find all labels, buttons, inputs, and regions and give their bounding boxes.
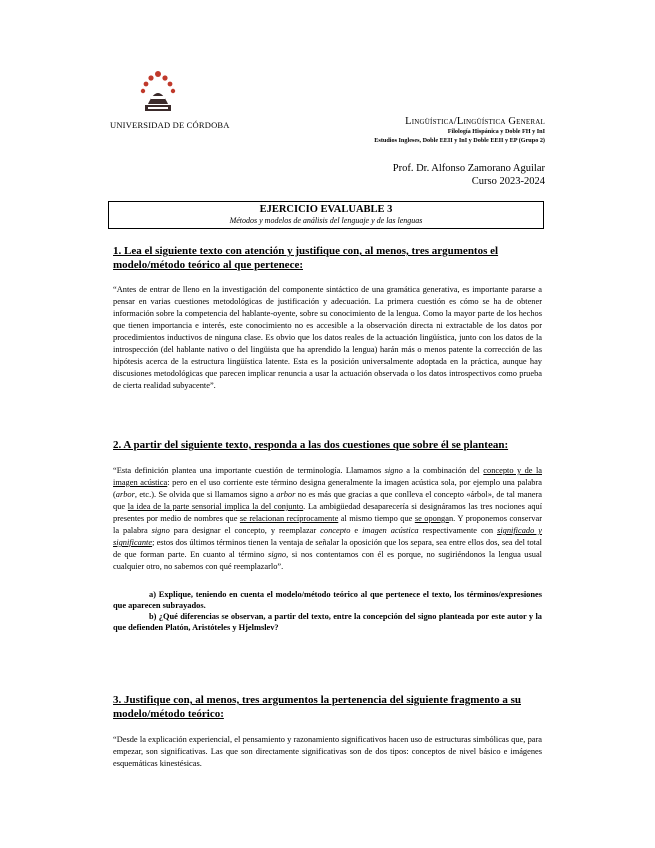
exercise-title-box bbox=[108, 201, 544, 229]
question-2-text: “Esta definición plantea una importante cuestión de terminología. Llamamos signo a la combinación del concepto y de la imagen acústica: pero en el uso corriente este término designa generalmente la imagen acústica sola, por ejemplo una palabra (arbor, etc.). Se olvida que si llamamos signo a arbor no es más que gracias a que conlleva el concepto «árbol», de tal manera que la idea de la parte sensorial implica la del conjunto. La ambigüedad desaparecería si designáramos las tres nociones aquí presentes por medio de nombres que se relacionan recíprocamente al mismo tiempo que se opongan. Y proponemos conservar la palabra signo para designar el concepto, y reemplazar concepto e imagen acústica respectivamente con significado y significante; estos dos últimos términos tienen la ventaja de señalar la oposición que los separa, sea entre ellos dos, sea del total de que forman parte. En cuanto al término signo, si nos contentamos con él es porque, no sugiriéndonos la lengua usual cualquier otro, no sabemos con qué reemplazarlo”. bbox=[113, 466, 543, 571]
question-3 bbox=[113, 693, 542, 770]
course-year: Curso 2023-2024 bbox=[471, 176, 545, 187]
university-logo bbox=[110, 68, 230, 130]
question-1-heading: 1. Lea el siguiente texto con atención y justifique con, al menos, tres argumentos el modelo/método teórico al que pertenece: bbox=[113, 245, 499, 271]
exercise-subtitle: Métodos y modelos de análisis del lenguaje y de las lenguas bbox=[229, 216, 423, 225]
question-3-text: “Desde la explicación experiencial, el pensamiento y razonamiento significativos hacen uso de estructuras simbólicas que, para empezar, son significativas. Las que son directamente significativas son de dos tipos: conceptos de nivel básico e imágenes esquemáticas kinestésicas. bbox=[113, 735, 542, 768]
question-2a: a) Explique, teniendo en cuenta el modelo/método teórico al que pertenece el texto, los términos/expresiones que aparecen subrayados. bbox=[113, 590, 542, 610]
question-3-heading: 3. Justifique con, al menos, tres argumentos la pertenencia del siguiente fragmento a su modelo/método teórico: bbox=[113, 694, 521, 720]
question-2-heading: 2. A partir del siguiente texto, responda a las dos cuestiones que sobre él se plantean: bbox=[113, 439, 509, 451]
crown-emblem-icon bbox=[133, 68, 183, 118]
question-2 bbox=[113, 438, 542, 633]
degree-line-1: Filología Hispánica y Doble FH y InI bbox=[447, 128, 545, 135]
exercise-title: EJERCICIO EVALUABLE 3 bbox=[259, 204, 393, 215]
question-2b: b) ¿Qué diferencias se observan, a partir del texto, entre la concepción del signo planteada por este autor y la que defienden Platón, Aristóteles y Hjelmslev? bbox=[113, 612, 542, 632]
header-right bbox=[374, 116, 545, 145]
question-1-text: “Antes de entrar de lleno en la investigación del componente sintáctico de una gramática generativa, es importante pararse a pensar en varias cuestiones metodológicas de justificación y adecuación. La primera cuestión es cómo se ha de obtener información sobre la competencia del hablante-oyente, sobre su conocimiento de la lengua. Como la mayor parte de los hechos que tienen importancia e interés, este conocimiento no es accesible a la observación directa ni extractable de los datos por procedimientos inductivos de ninguna clase. Es obvio que los datos reales de la actuación lingüística, junto con los datos de la introspección (del hablante nativo o del lingüista que ha aprendido la lengua) harán más o menos patente la corrección de las hipótesis acerca de la estructura lingüística latente. Esta es la posición universalmente adoptada en la práctica, aunque hay discusiones metodológicas que parecen implicar renuncia a usar la actuación observada o los datos introspectivos como prueba de cierta realidad subyacente”. bbox=[113, 285, 542, 390]
professor-name: Prof. Dr. Alfonso Zamorano Aguilar bbox=[392, 163, 545, 174]
department-title: Lingüística/Lingüística General bbox=[405, 116, 545, 127]
degree-line-2: Estudios Ingleses, Doble EEII y InI y Doble EEII y EP (Grupo 2) bbox=[374, 137, 545, 144]
question-1 bbox=[113, 244, 542, 392]
logo-text: UNIVERSIDAD DE CÓRDOBA bbox=[110, 120, 230, 130]
professor-block bbox=[393, 162, 545, 188]
